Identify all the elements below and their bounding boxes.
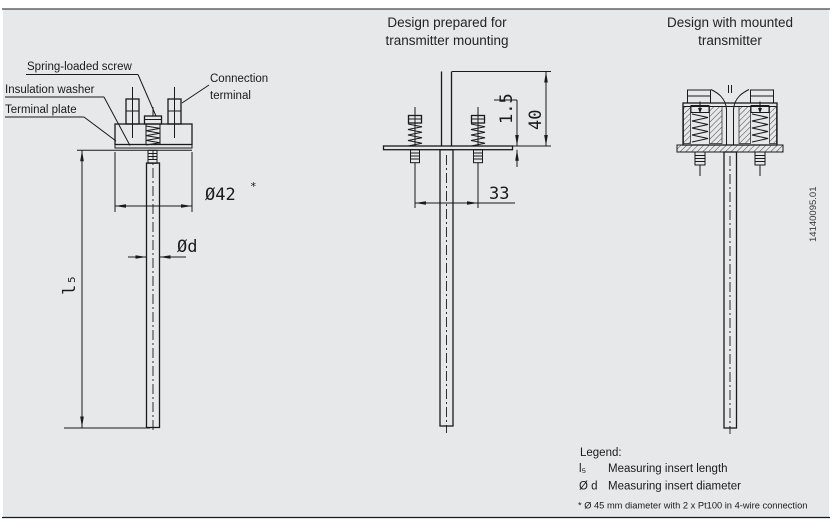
legend-description-l5: Measuring insert length xyxy=(608,463,728,475)
drawing-panel-background xyxy=(3,9,829,518)
label-terminal-plate: Terminal plate xyxy=(5,104,77,116)
dim-d-text: Ød xyxy=(177,237,198,257)
label-connection-terminal-line1: Connection xyxy=(210,73,269,85)
label-insulation-washer: Insulation washer xyxy=(5,84,95,96)
terminal-plate-shape xyxy=(677,145,783,152)
dim-1-5-text: 1.5 xyxy=(497,93,517,124)
middle-view-title-line1: Design prepared for xyxy=(387,15,507,30)
legend-footnote: * Ø 45 mm diameter with 2 x Pt100 in 4-wire connection xyxy=(578,500,808,511)
dim-42-text: Ø42 xyxy=(205,185,236,205)
dim-l5-text: l₅ xyxy=(60,274,80,295)
part-number: 14140095.01 xyxy=(808,186,819,242)
legend-symbol-l5: l₅ xyxy=(579,463,587,475)
dim-42-star: * xyxy=(250,180,257,193)
middle-view-title-line2: transmitter mounting xyxy=(385,33,509,48)
dim-33-text: 33 xyxy=(489,184,510,204)
label-spring-loaded-screw: Spring-loaded screw xyxy=(27,61,132,73)
legend-symbol-diameter-d: Ø d xyxy=(579,480,598,493)
legend-description-diameter-d: Measuring insert diameter xyxy=(608,480,741,493)
label-connection-terminal-line2: terminal xyxy=(210,90,251,102)
right-view-title-line2: transmitter xyxy=(698,33,762,48)
right-view-title-line1: Design with mounted xyxy=(666,15,794,30)
dim-40-text: 40 xyxy=(526,109,546,130)
legend-heading: Legend: xyxy=(580,447,622,459)
